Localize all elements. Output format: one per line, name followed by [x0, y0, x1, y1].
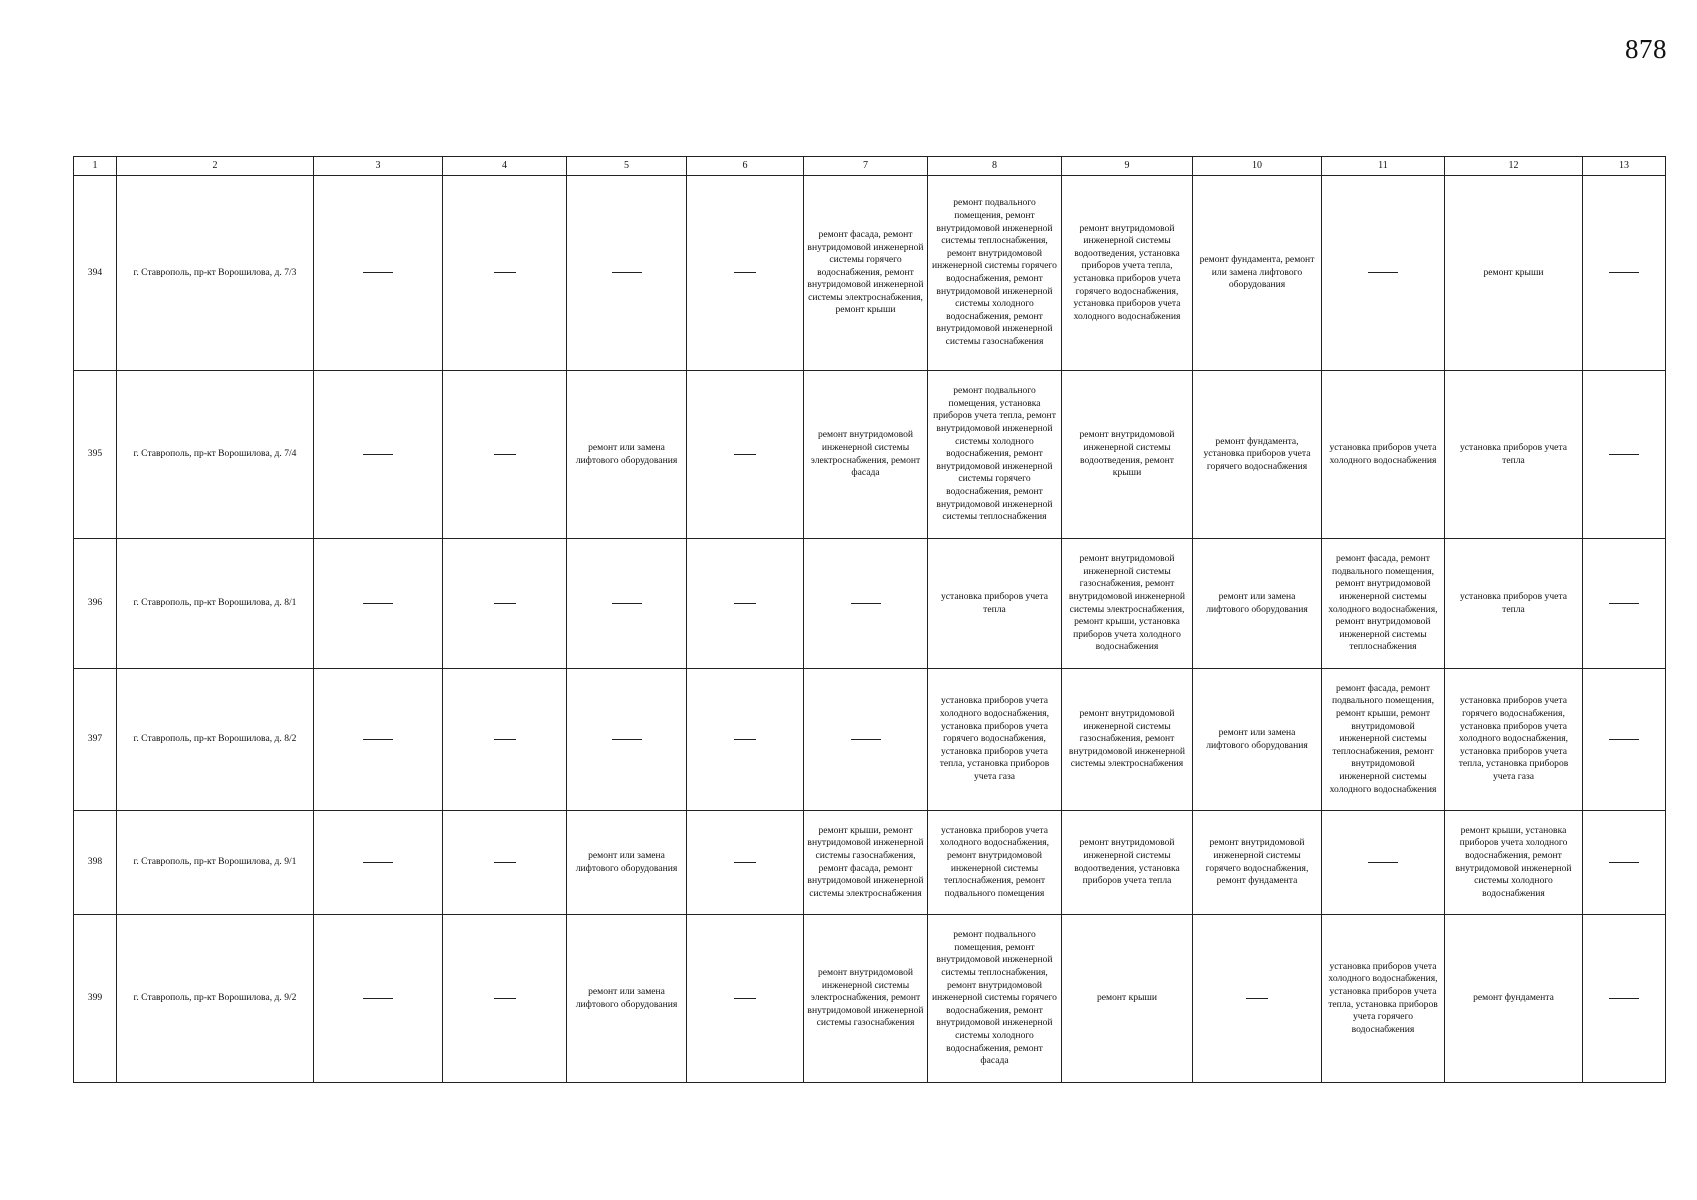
dash-mark	[734, 739, 756, 740]
dash-mark	[494, 998, 516, 999]
empty-cell	[687, 371, 804, 539]
empty-cell	[687, 539, 804, 669]
work-cell: ремонт подвального помещения, ремонт внутридомовой инженерной системы теплоснабжения, ремонт внутридомовой инженерной системы горячего водоснабжения, ремонт внутридомовой инженерной системы холодного водоснабжения, ремонт внутридомовой инженерной системы газоснабжения	[928, 176, 1062, 371]
work-cell: ремонт крыши, ремонт внутридомовой инженерной системы газоснабжения, ремонт фасада, ремонт внутридомовой инженерной системы электроснабжения	[804, 811, 928, 915]
empty-cell	[687, 811, 804, 915]
empty-cell	[314, 669, 443, 811]
work-cell: ремонт подвального помещения, установка приборов учета тепла, ремонт внутридомовой инженерной системы холодного водоснабжения, ремонт внутридомовой инженерной системы горячего водоснабжения, ремонт внутридомовой инженерной системы теплоснабжения	[928, 371, 1062, 539]
header-cell: 12	[1445, 157, 1583, 176]
header-cell: 7	[804, 157, 928, 176]
empty-cell	[687, 176, 804, 371]
row-number: 394	[74, 176, 117, 371]
dash-mark	[1609, 739, 1639, 740]
header-cell: 10	[1193, 157, 1322, 176]
empty-cell	[1583, 915, 1666, 1083]
work-cell: установка приборов учета холодного водоснабжения, ремонт внутридомовой инженерной системы теплоснабжения, ремонт подвального помещения	[928, 811, 1062, 915]
work-cell: ремонт внутридомовой инженерной системы электроснабжения, ремонт внутридомовой инженерной системы газоснабжения	[804, 915, 928, 1083]
work-cell: ремонт внутридомовой инженерной системы водоотведения, ремонт крыши	[1062, 371, 1193, 539]
work-cell: ремонт внутридомовой инженерной системы газоснабжения, ремонт внутридомовой инженерной системы электроснабжения, ремонт крыши, установка приборов учета холодного водоснабжения	[1062, 539, 1193, 669]
dash-mark	[363, 454, 393, 455]
work-cell: установка приборов учета тепла	[1445, 539, 1583, 669]
table-row	[74, 669, 1666, 811]
header-cell: 4	[443, 157, 567, 176]
row-number: 399	[74, 915, 117, 1083]
work-cell: ремонт внутридомовой инженерной системы водоотведения, установка приборов учета тепла	[1062, 811, 1193, 915]
work-cell: установка приборов учета тепла	[1445, 371, 1583, 539]
dash-mark	[734, 998, 756, 999]
work-cell: ремонт фундамента, ремонт или замена лифтового оборудования	[1193, 176, 1322, 371]
empty-cell	[314, 811, 443, 915]
dash-mark	[612, 272, 642, 273]
header-cell: 9	[1062, 157, 1193, 176]
empty-cell	[804, 669, 928, 811]
address-cell: г. Ставрополь, пр-кт Ворошилова, д. 9/1	[117, 811, 314, 915]
work-cell: ремонт фундамента	[1445, 915, 1583, 1083]
dash-mark	[494, 862, 516, 863]
empty-cell	[1583, 669, 1666, 811]
empty-cell	[567, 176, 687, 371]
work-cell: ремонт крыши	[1445, 176, 1583, 371]
work-cell: установка приборов учета тепла	[928, 539, 1062, 669]
row-number: 395	[74, 371, 117, 539]
empty-cell	[314, 915, 443, 1083]
empty-cell	[443, 176, 567, 371]
empty-cell	[314, 371, 443, 539]
dash-mark	[612, 739, 642, 740]
empty-cell	[1583, 176, 1666, 371]
dash-mark	[734, 603, 756, 604]
header-cell: 3	[314, 157, 443, 176]
empty-cell	[687, 915, 804, 1083]
work-cell: ремонт или замена лифтового оборудования	[567, 915, 687, 1083]
address-cell: г. Ставрополь, пр-кт Ворошилова, д. 9/2	[117, 915, 314, 1083]
work-cell: ремонт внутридомовой инженерной системы газоснабжения, ремонт внутридомовой инженерной системы электроснабжения	[1062, 669, 1193, 811]
work-cell: ремонт подвального помещения, ремонт внутридомовой инженерной системы теплоснабжения, ремонт внутридомовой инженерной системы горячего водоснабжения, ремонт внутридомовой инженерной системы холодного водоснабжения, ремонт фасада	[928, 915, 1062, 1083]
work-cell: ремонт внутридомовой инженерной системы электроснабжения, ремонт фасада	[804, 371, 928, 539]
dash-mark	[494, 739, 516, 740]
dash-mark	[734, 454, 756, 455]
dash-mark	[1609, 603, 1639, 604]
work-cell: установка приборов учета холодного водоснабжения	[1322, 371, 1445, 539]
dash-mark	[363, 998, 393, 999]
row-number: 397	[74, 669, 117, 811]
work-cell: ремонт внутридомовой инженерной системы водоотведения, установка приборов учета тепла, установка приборов учета горячего водоснабжения, установка приборов учета холодного водоснабжения	[1062, 176, 1193, 371]
dash-mark	[363, 272, 393, 273]
address-cell: г. Ставрополь, пр-кт Ворошилова, д. 7/4	[117, 371, 314, 539]
empty-cell	[1193, 915, 1322, 1083]
address-cell: г. Ставрополь, пр-кт Ворошилова, д. 8/2	[117, 669, 314, 811]
dash-mark	[494, 272, 516, 273]
empty-cell	[567, 539, 687, 669]
work-cell: ремонт фасада, ремонт внутридомовой инженерной системы горячего водоснабжения, ремонт внутридомовой инженерной системы электроснабжения, ремонт крыши	[804, 176, 928, 371]
row-number: 398	[74, 811, 117, 915]
dash-mark	[363, 739, 393, 740]
dash-mark	[851, 739, 881, 740]
work-cell: установка приборов учета холодного водоснабжения, установка приборов учета горячего водоснабжения, установка приборов учета тепла, установка приборов учета газа	[928, 669, 1062, 811]
empty-cell	[567, 669, 687, 811]
dash-mark	[494, 603, 516, 604]
page-number: 878	[1625, 34, 1667, 64]
dash-mark	[494, 454, 516, 455]
empty-cell	[1583, 371, 1666, 539]
empty-cell	[1583, 811, 1666, 915]
dash-mark	[734, 862, 756, 863]
table-row	[74, 811, 1666, 915]
empty-cell	[804, 539, 928, 669]
empty-cell	[314, 539, 443, 669]
dash-mark	[734, 272, 756, 273]
work-cell: ремонт фасада, ремонт подвального помещения, ремонт внутридомовой инженерной системы холодного водоснабжения, ремонт внутридомовой инженерной системы теплоснабжения	[1322, 539, 1445, 669]
work-cell: ремонт или замена лифтового оборудования	[567, 371, 687, 539]
dash-mark	[1368, 862, 1398, 863]
dash-mark	[1609, 998, 1639, 999]
header-cell: 1	[74, 157, 117, 176]
empty-cell	[443, 539, 567, 669]
work-cell: ремонт или замена лифтового оборудования	[567, 811, 687, 915]
empty-cell	[1322, 176, 1445, 371]
dash-mark	[851, 603, 881, 604]
empty-cell	[443, 811, 567, 915]
address-cell: г. Ставрополь, пр-кт Ворошилова, д. 7/3	[117, 176, 314, 371]
work-cell: ремонт крыши, установка приборов учета холодного водоснабжения, ремонт внутридомовой инженерной системы холодного водоснабжения	[1445, 811, 1583, 915]
work-cell: ремонт крыши	[1062, 915, 1193, 1083]
dash-mark	[1368, 272, 1398, 273]
work-cell: ремонт фасада, ремонт подвального помещения, ремонт крыши, ремонт внутридомовой инженерной системы теплоснабжения, ремонт внутридомовой инженерной системы холодного водоснабжения	[1322, 669, 1445, 811]
dash-mark	[1609, 862, 1639, 863]
work-cell: ремонт фундамента, установка приборов учета горячего водоснабжения	[1193, 371, 1322, 539]
empty-cell	[1583, 539, 1666, 669]
table-row	[74, 176, 1666, 371]
header-cell: 11	[1322, 157, 1445, 176]
dash-mark	[1609, 272, 1639, 273]
work-cell: ремонт или замена лифтового оборудования	[1193, 669, 1322, 811]
empty-cell	[443, 915, 567, 1083]
dash-mark	[612, 603, 642, 604]
row-number: 396	[74, 539, 117, 669]
table-row	[74, 915, 1666, 1083]
work-cell: установка приборов учета холодного водоснабжения, установка приборов учета тепла, установка приборов учета горячего водоснабжения	[1322, 915, 1445, 1083]
repair-plan-table	[73, 156, 1666, 1083]
header-cell: 5	[567, 157, 687, 176]
dash-mark	[1609, 454, 1639, 455]
table-row	[74, 539, 1666, 669]
empty-cell	[1322, 811, 1445, 915]
dash-mark	[363, 603, 393, 604]
work-cell: установка приборов учета горячего водоснабжения, установка приборов учета холодного водоснабжения, установка приборов учета тепла, установка приборов учета газа	[1445, 669, 1583, 811]
dash-mark	[363, 862, 393, 863]
empty-cell	[314, 176, 443, 371]
header-cell: 6	[687, 157, 804, 176]
empty-cell	[687, 669, 804, 811]
header-cell: 13	[1583, 157, 1666, 176]
work-cell: ремонт или замена лифтового оборудования	[1193, 539, 1322, 669]
dash-mark	[1246, 998, 1268, 999]
work-cell: ремонт внутридомовой инженерной системы горячего водоснабжения, ремонт фундамента	[1193, 811, 1322, 915]
empty-cell	[443, 371, 567, 539]
address-cell: г. Ставрополь, пр-кт Ворошилова, д. 8/1	[117, 539, 314, 669]
header-cell: 8	[928, 157, 1062, 176]
header-row	[74, 157, 1666, 176]
empty-cell	[443, 669, 567, 811]
header-cell: 2	[117, 157, 314, 176]
table-row	[74, 371, 1666, 539]
